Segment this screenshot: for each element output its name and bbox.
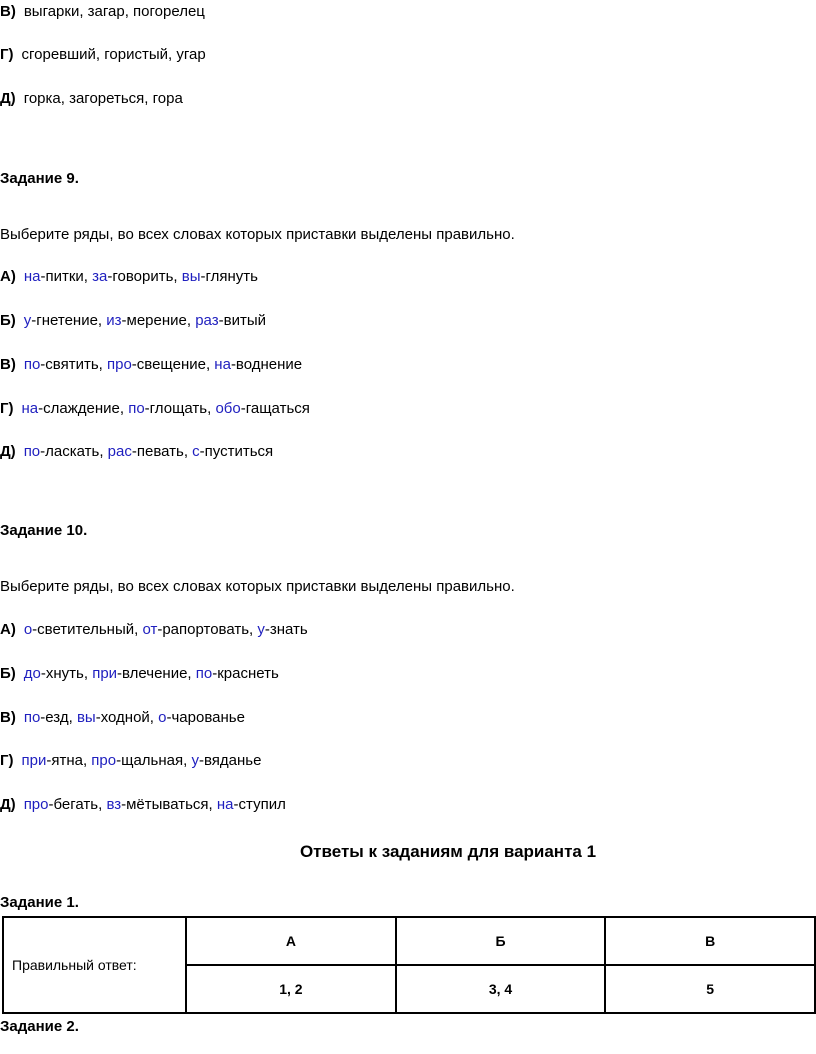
word-remainder: -гащаться [240, 400, 310, 417]
word-remainder: -питки, [40, 268, 93, 285]
prefix: раз [195, 312, 219, 329]
prefix: у [23, 312, 32, 329]
prefix: про [23, 796, 49, 813]
prefix: про [91, 752, 117, 769]
word-remainder: -мётываться, [121, 796, 217, 813]
option-text: сгоревший, гористый, угар [21, 46, 206, 63]
word-remainder: -глянуть [200, 268, 258, 285]
prefix: при [92, 665, 118, 682]
word-remainder: -ступил [233, 796, 286, 813]
prefix: из [106, 312, 122, 329]
option-label: Б) [0, 312, 16, 329]
option-label: В) [0, 709, 16, 726]
word-remainder: -святить, [40, 356, 107, 373]
word-remainder: -краснеть [212, 665, 279, 682]
option-label: Г) [0, 46, 14, 63]
answers-task1-heading: Задание 1. [0, 894, 79, 911]
word-remainder: -вяданье [198, 752, 262, 769]
task9-instruction: Выберите ряды, во всех словах которых приставки выделены правильно. [0, 226, 515, 243]
task10-option [0, 751, 261, 771]
option-label: Г) [0, 752, 14, 769]
option-label: Д) [0, 90, 16, 107]
word-remainder: -рапортовать, [157, 621, 258, 638]
word-remainder: -глощать, [144, 400, 216, 417]
word-remainder: -певать, [131, 443, 193, 460]
prefix: до [23, 665, 41, 682]
word-remainder: -светительный, [32, 621, 143, 638]
prefix: о [158, 709, 167, 726]
word-remainder: -витый [218, 312, 266, 329]
word-remainder: -бегать, [48, 796, 107, 813]
prefix: по [128, 400, 145, 417]
option-text: выгарки, загар, погорелец [23, 3, 205, 20]
task9-heading: Задание 9. [0, 170, 79, 187]
column-header-b: Б [396, 917, 606, 965]
task9-option [0, 311, 266, 331]
prefix: на [23, 268, 41, 285]
option-label: Г) [0, 400, 14, 417]
prefix: по [23, 443, 41, 460]
task8-option-g [0, 45, 206, 65]
word-remainder: -говорить, [107, 268, 182, 285]
option-label: Д) [0, 796, 16, 813]
prefix: при [21, 752, 47, 769]
word-remainder: -чарованье [166, 709, 245, 726]
prefix: по [195, 665, 213, 682]
word-remainder: -гнетение, [31, 312, 107, 329]
word-remainder: -щальная, [116, 752, 192, 769]
task8-option-d [0, 89, 183, 109]
word-remainder: -пуститься [199, 443, 274, 460]
row-header: Правильный ответ: [3, 917, 186, 1013]
option-label: А) [0, 268, 16, 285]
word-remainder: -знать [264, 621, 308, 638]
word-remainder: -влечение, [117, 665, 196, 682]
prefix: на [216, 796, 234, 813]
task10-option [0, 620, 308, 640]
answers-table [2, 916, 816, 1014]
prefix: на [214, 356, 231, 373]
task10-instruction: Выберите ряды, во всех словах которых приставки выделены правильно. [0, 578, 515, 595]
prefix: о [23, 621, 33, 638]
task9-option [0, 442, 273, 462]
answers-title: Ответы к заданиям для варианта 1 [299, 842, 597, 861]
option-text: горка, загореться, гора [23, 90, 183, 107]
task10-option [0, 708, 245, 728]
prefix: рас [107, 443, 132, 460]
prefix: вз [106, 796, 122, 813]
answer-cell-v: 5 [605, 965, 815, 1013]
word-remainder: -воднение [230, 356, 303, 373]
prefix: вы [76, 709, 96, 726]
task10-option [0, 795, 286, 815]
option-label: В) [0, 356, 16, 373]
prefix: обо [215, 400, 241, 417]
word-remainder: -ходной, [95, 709, 159, 726]
prefix: про [106, 356, 132, 373]
option-label: Д) [0, 443, 16, 460]
word-remainder: -ятна, [46, 752, 92, 769]
task8-option-v [0, 2, 205, 22]
task9-option [0, 267, 258, 287]
prefix: по [23, 356, 41, 373]
answer-cell-a: 1, 2 [186, 965, 396, 1013]
task9-option [0, 355, 302, 375]
prefix: с [192, 443, 200, 460]
option-label: А) [0, 621, 16, 638]
prefix: за [92, 268, 108, 285]
answers-task2-heading: Задание 2. [0, 1018, 79, 1035]
word-remainder: -мерение, [121, 312, 196, 329]
word-remainder: -ласкать, [40, 443, 108, 460]
prefix: у [191, 752, 199, 769]
task10-option [0, 664, 279, 684]
prefix: на [21, 400, 39, 417]
prefix: по [23, 709, 41, 726]
word-remainder: -свещение, [131, 356, 215, 373]
word-remainder: -хнуть, [40, 665, 93, 682]
task9-option [0, 399, 310, 419]
task10-heading: Задание 10. [0, 522, 88, 539]
prefix: от [142, 621, 158, 638]
option-label: Б) [0, 665, 16, 682]
prefix: вы [181, 268, 201, 285]
option-label: В) [0, 3, 16, 20]
answer-cell-b: 3, 4 [396, 965, 606, 1013]
word-remainder: -слаждение, [38, 400, 129, 417]
column-header-a: А [186, 917, 396, 965]
word-remainder: -езд, [40, 709, 77, 726]
prefix: у [257, 621, 265, 638]
column-header-v: В [605, 917, 815, 965]
table-row [3, 917, 815, 965]
